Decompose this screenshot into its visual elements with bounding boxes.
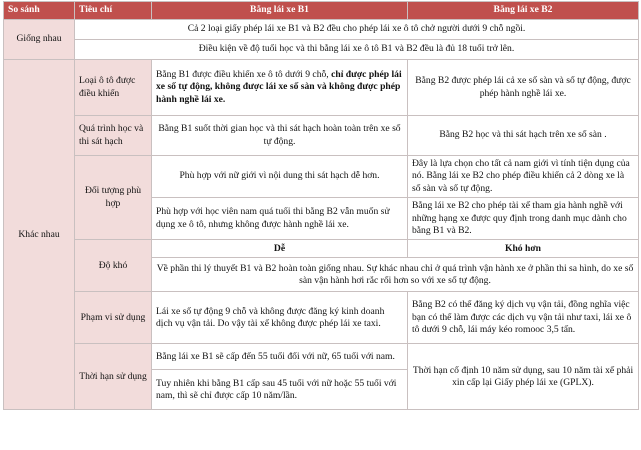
- target-b1-a: Phù hợp với nữ giới vì nội dung thi sát hạch dễ hơn.: [152, 156, 408, 198]
- header-b2: Bằng lái xe B2: [408, 2, 639, 20]
- similar-label: Giống nhau: [4, 20, 75, 60]
- header-criteria: Tiêu chí: [75, 2, 152, 20]
- header-compare: So sánh: [4, 2, 75, 20]
- duration-row-1: [4, 344, 639, 370]
- target-b2-b: Bằng lái xe B2 cho phép tài xế tham gia hành nghề với những hạng xe được quy định trong danh mục dành cho bằng B1 và B2.: [408, 198, 639, 240]
- duration-b1-a: Bằng lái xe B1 sẽ cấp đến 55 tuổi đối với nữ, 65 tuổi với nam.: [152, 344, 408, 370]
- similar-text-2: Điều kiện về độ tuổi học và thi bằng lái xe ô tô B1 và B2 đều là đủ 18 tuổi trở lên.: [75, 40, 639, 60]
- difficulty-row-1: [4, 240, 639, 258]
- scope-criteria: Phạm vi sử dụng: [75, 292, 152, 344]
- scope-row: [4, 292, 639, 344]
- similar-row-2: [4, 40, 639, 60]
- header-b1: Bằng lái xe B1: [152, 2, 408, 20]
- process-row: [4, 116, 639, 156]
- target-b2-a: Đây là lựa chọn cho tất cả nam giới vì tính tiện dụng của nó. Bằng lái xe B2 cho phép điều khiển cả 2 dòng xe là số sàn và số tự động.: [408, 156, 639, 198]
- process-criteria: Quá trình học và thi sát hạch: [75, 116, 152, 156]
- vehicle-criteria: Loại ô tô được điều khiển: [75, 60, 152, 116]
- duration-b1-b: Tuy nhiên khi bằng B1 cấp sau 45 tuổi với nữ hoặc 55 tuổi với nam, thì sẽ chỉ được cấp 10 năm/lần.: [152, 370, 408, 410]
- difficulty-note: Về phần thi lý thuyết B1 và B2 hoàn toàn giống nhau. Sự khác nhau chỉ ở quá trình vận hành xe ở phần thi sa hình, do xe số sàn vận hành hơi rắc rối hơn so với xe số tự động.: [152, 258, 639, 292]
- comparison-table: [3, 1, 639, 410]
- process-b2: Bằng B2 học và thi sát hạch trên xe số sàn .: [408, 116, 639, 156]
- header-row: [4, 2, 639, 20]
- scope-b2: Bằng B2 có thể đăng ký dịch vụ vận tải, đồng nghĩa việc bạn có thể làm được các dịch vụ vận tải như taxi, lái xe ô tô dưới 9 chỗ, lái máy kéo romooc 3,5 tấn.: [408, 292, 639, 344]
- target-row-1: [4, 156, 639, 198]
- similar-row-1: [4, 20, 639, 40]
- vehicle-b1-text: Bằng B1 được điều khiển xe ô tô dưới 9 chỗ,: [156, 68, 332, 80]
- process-b1: Bằng B1 suốt thời gian học và thi sát hạch hoàn toàn trên xe số tự động.: [152, 116, 408, 156]
- duration-b2: Thời hạn cố định 10 năm sử dụng, sau 10 năm tài xế phải xin cấp lại Giấy phép lái xe (GPLX).: [408, 344, 639, 410]
- different-label: Khác nhau: [4, 60, 75, 410]
- difficulty-criteria: Độ khó: [75, 240, 152, 292]
- vehicle-b1: [152, 60, 408, 116]
- difficulty-b2: Khó hơn: [408, 240, 639, 258]
- target-b1-b: Phù hợp với học viên nam quá tuổi thi bằng B2 vẫn muốn sử dụng xe ô tô, nhưng không được hành nghề lái xe.: [152, 198, 408, 240]
- vehicle-b1-emphasis: chỉ được phép lái xe số tự động, không được lái xe số sàn và không được phép hành nghề lái xe.: [156, 68, 402, 105]
- difficulty-b1: Dễ: [152, 240, 408, 258]
- scope-b1: Lái xe số tự động 9 chỗ và không được đăng ký kinh doanh dịch vụ vận tải. Do vậy tài xế không được phép lái xe taxi.: [152, 292, 408, 344]
- similar-text-1: Cả 2 loại giấy phép lái xe B1 và B2 đều cho phép lái xe ô tô chở người dưới 9 chỗ ngồi.: [75, 20, 639, 40]
- duration-criteria: Thời hạn sử dụng: [75, 344, 152, 410]
- target-criteria: Đối tượng phù hợp: [75, 156, 152, 240]
- vehicle-row: [4, 60, 639, 116]
- vehicle-b2: Bằng B2 được phép lái cả xe số sàn và số tự động, được phép hành nghề lái xe.: [408, 60, 639, 116]
